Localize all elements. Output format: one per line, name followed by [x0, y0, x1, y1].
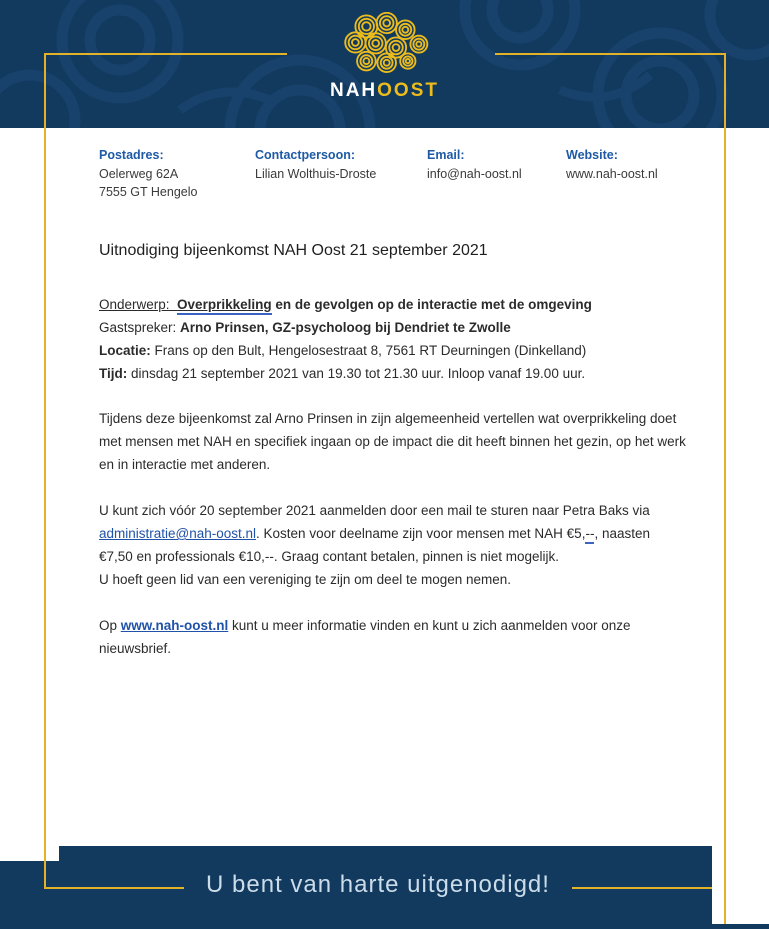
email-label: Email: — [427, 148, 465, 162]
frame-left-line — [44, 53, 46, 889]
onderwerp-label: Onderwerp: — [99, 297, 178, 312]
website-value: www.nah-oost.nl — [566, 167, 658, 181]
detail-locatie — [99, 339, 687, 362]
contact-strip — [99, 146, 719, 201]
website-link[interactable]: www.nah-oost.nl — [120, 618, 229, 633]
contact-col-contactpersoon — [255, 146, 427, 201]
locatie-label: Locatie: — [99, 343, 151, 358]
onderwerp-rest: en de gevolgen op de interactie met de omgeving — [271, 297, 592, 312]
registration-membership-note: U hoeft geen lid van een vereniging te zijn om deel te mogen nemen. — [99, 572, 512, 587]
brand-nah: NAH — [329, 80, 378, 101]
brain-logo-icon — [333, 12, 437, 78]
contactpersoon-value: Lilian Wolthuis-Droste — [255, 167, 377, 181]
gastspreker-label: Gastspreker: — [99, 320, 181, 335]
email-value: info@nah-oost.nl — [427, 167, 522, 181]
brand-oost: OOST — [377, 80, 439, 101]
website-text-after-link: kunt u meer informatie vinden en kunt u zich aanmelden voor onze nieuwsbrief. — [99, 618, 635, 656]
footer-bottom-strip — [0, 924, 769, 929]
footer-message: U bent van harte uitgenodigd! — [184, 869, 572, 901]
registration-marked-text: -- — [585, 526, 594, 544]
detail-onderwerp — [99, 293, 687, 316]
contact-col-email — [427, 146, 566, 201]
postadres-line-2: 7555 GT Hengelo — [99, 185, 198, 199]
paragraph-registration — [99, 499, 687, 591]
header-band — [0, 0, 769, 128]
contactpersoon-label: Contactpersoon: — [255, 148, 355, 162]
registration-text-tail: , naasten €7,50 en professionals €10,--. Graag contant betalen, pinnen is niet mogelijk. — [99, 526, 654, 564]
frame-top-left-line — [44, 53, 287, 55]
detail-tijd — [99, 362, 687, 385]
detail-gastspreker — [99, 316, 687, 339]
website-label: Website: — [566, 148, 618, 162]
frame-top-right-line — [495, 53, 726, 55]
contact-col-website — [566, 146, 658, 201]
footer-message-row — [44, 846, 712, 924]
page-title: Uitnodiging bijeenkomst NAH Oost 21 september 2021 — [99, 242, 488, 259]
registration-text-before-link: U kunt zich vóór 20 september 2021 aanmelden door een mail te sturen naar Petra Baks via — [99, 503, 654, 518]
locatie-value: Frans op den Bult, Hengelosestraat 8, 7561 RT Deurningen (Dinkelland) — [150, 343, 587, 358]
logo — [0, 12, 769, 102]
tijd-value: dinsdag 21 september 2021 van 19.30 tot 21.30 uur. Inloop vanaf 19.00 uur. — [127, 366, 586, 381]
brand-wordmark — [0, 80, 769, 102]
tijd-label: Tijd: — [99, 366, 128, 381]
website-text-before-link: Op — [99, 618, 121, 633]
onderwerp-subject: Overprikkeling — [177, 297, 272, 315]
paragraph-website — [99, 614, 687, 660]
document-body — [99, 239, 690, 660]
meeting-details — [99, 293, 687, 385]
registration-text-after-link: . Kosten voor deelname zijn voor mensen met NAH €5, — [256, 526, 586, 541]
frame-right-line — [724, 53, 726, 924]
email-link[interactable]: administratie@nah-oost.nl — [99, 526, 257, 541]
contact-col-postadres — [99, 146, 255, 201]
paragraph-introduction: Tijdens deze bijeenkomst zal Arno Prinsen in zijn algemeenheid vertellen wat overprikkeling doet met mensen met NAH en specifiek ingaan op de impact die dit heeft binnen het gezin, op het werk en in interactie met anderen. — [99, 411, 690, 472]
gastspreker-value: Arno Prinsen, GZ-psycholoog bij Dendriet te Zwolle — [180, 320, 511, 335]
postadres-line-1: Oelerweg 62A — [99, 167, 179, 181]
postadres-label: Postadres: — [99, 148, 164, 162]
